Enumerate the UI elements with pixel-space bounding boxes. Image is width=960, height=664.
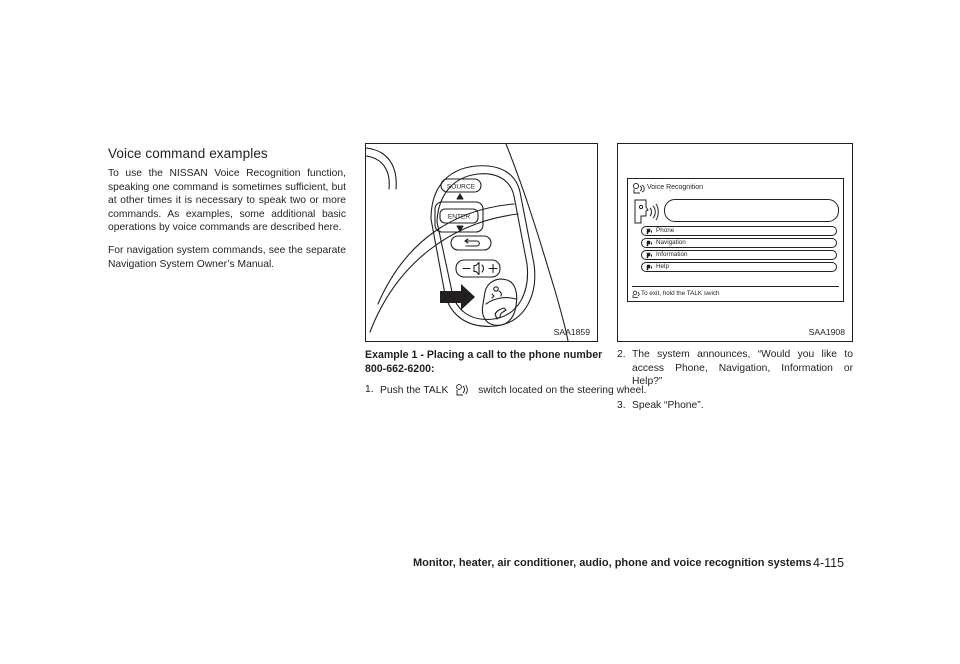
step-number: 1. <box>365 384 374 395</box>
section-heading: Voice command examples <box>108 146 268 161</box>
steering-wheel-switch-illustration <box>366 144 597 341</box>
example-title: Example 1 - Placing a call to the phone number 800-662-6200: <box>365 349 603 375</box>
screen-divider <box>632 286 839 287</box>
intro-paragraph: To use the NISSAN Voice Recognition function, speaking one command is sometimes sufficient, but at other times it is necessary to speak two or more commands. As examples, some additional basic operations by voice commands are described here. <box>108 168 346 234</box>
menu-item-label: Information <box>656 251 688 258</box>
voice-command-icon <box>646 240 654 247</box>
chapter-footer: Monitor, heater, air conditioner, audio, phone and voice recognition systems <box>413 557 812 569</box>
screen-title: Voice Recognition <box>647 184 704 191</box>
menu-item-navigation[interactable] <box>641 238 837 248</box>
steering-wheel-figure <box>365 143 598 342</box>
navigation-note-paragraph: For navigation system commands, see the separate Navigation System Owner’s Manual. <box>108 245 346 270</box>
step-1 <box>365 383 647 413</box>
step-text: switch located on the steering wheel. <box>478 385 647 396</box>
voice-recognition-figure <box>617 143 853 342</box>
menu-item-label: Phone <box>656 227 675 234</box>
enter-button-label: ENTER <box>447 213 471 221</box>
step-number: 3. <box>617 400 626 411</box>
voice-recognition-screen <box>627 178 844 302</box>
step-text: The system announces, “Would you like to access Phone, Navigation, Information or Help?” <box>632 349 853 388</box>
menu-item-label: Help <box>656 263 669 270</box>
exit-instruction: To exit, hold the TALK swich <box>641 290 720 297</box>
step-3 <box>617 399 853 415</box>
step-number: 2. <box>617 349 626 360</box>
voice-command-icon <box>646 252 654 259</box>
step-2 <box>617 348 853 393</box>
source-button-label: SOURCE <box>446 183 476 191</box>
talk-icon <box>632 182 646 194</box>
figure-code: SAA1908 <box>808 327 845 337</box>
page-number: 4-115 <box>813 556 845 570</box>
recognition-text-field <box>664 199 839 222</box>
step-text: Push the TALK <box>380 385 449 396</box>
figure-code: SAA1859 <box>553 327 590 337</box>
talk-switch-icon <box>455 383 469 396</box>
menu-item-information[interactable] <box>641 250 837 260</box>
voice-command-icon <box>646 228 654 235</box>
speaking-head-icon <box>633 196 659 226</box>
menu-item-label: Navigation <box>656 239 686 246</box>
menu-item-phone[interactable] <box>641 226 837 236</box>
voice-command-icon <box>646 264 654 271</box>
step-text: Speak “Phone”. <box>632 400 704 411</box>
menu-item-help[interactable] <box>641 262 837 272</box>
